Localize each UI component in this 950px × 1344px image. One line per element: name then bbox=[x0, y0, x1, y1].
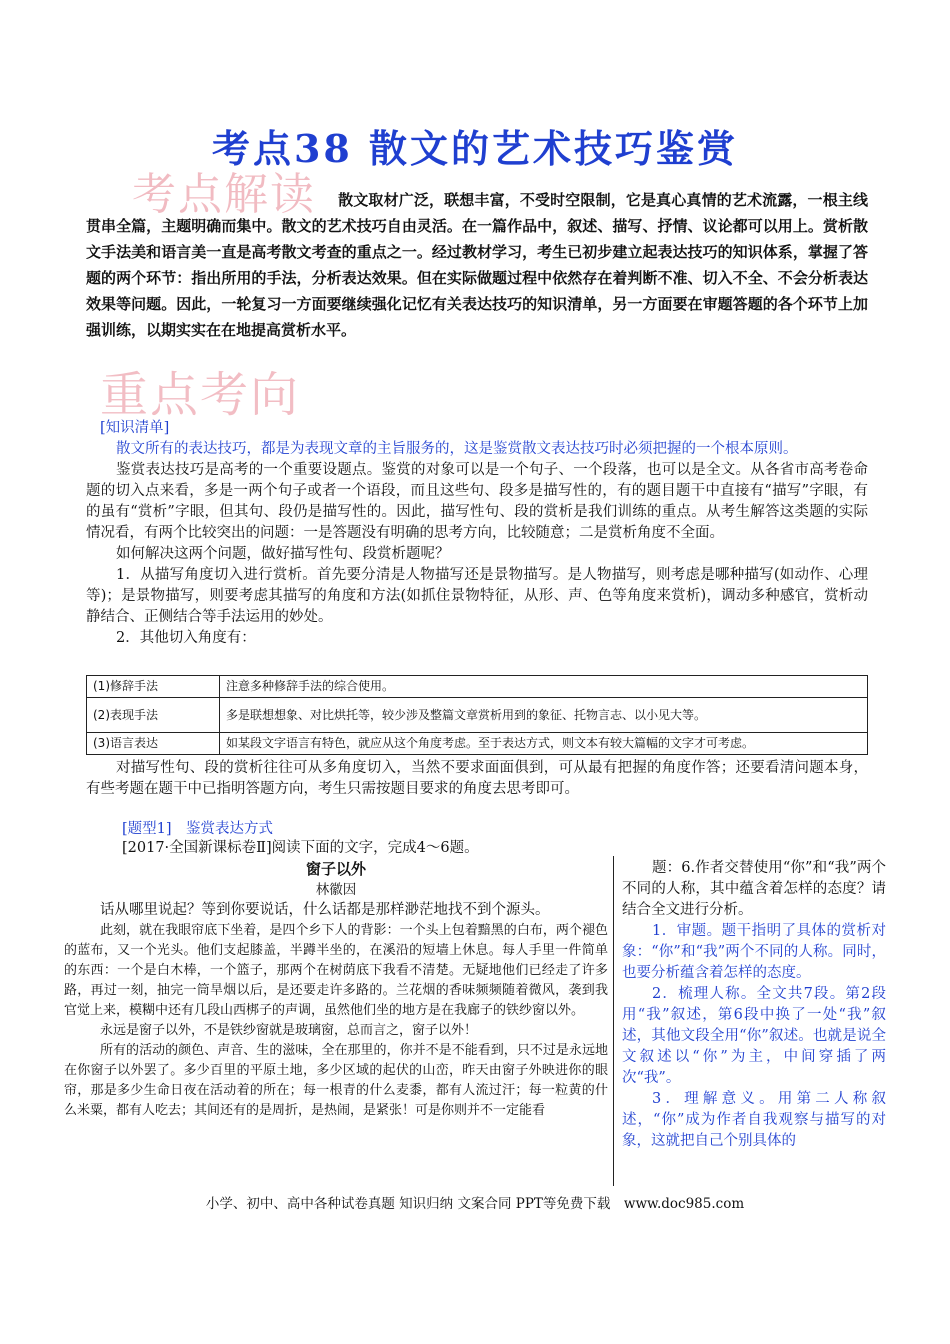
knowledge-paragraph-2: 鉴赏表达技巧是高考的一个重要设题点。鉴赏的对象可以是一个句子、一个段落，也可以是全文。从各省市高考卷命题的切入点来看，多是一两个句子或者一个语段，而且这些句、段多是描写性的，有的题目题干中直接有“描写”字眼，有的虽有“赏析”字眼，但其句、段仍是描写性的。因此，描写性句、段的赏析是我们训练的重点。从考生解答这类题的实际情况看，有两个比较突出的问题：一是答题没有明确的思考方向，比较随意；二是赏析角度不全面。 bbox=[86, 462, 868, 541]
knowledge-paragraph-4: 1．从描写角度切入进行赏析。首先要分清是人物描写还是景物描写。是人物描写，则考虑是哪种描写(如动作、心理等)；是景物描写，则要考虑其描写的角度和方法(如抓住景物特征，从形、声、色等角度来赏析)，调动多种感官，赏析动静结合、正侧结合等手法运用的妙处。 bbox=[86, 567, 868, 625]
knowledge-tag bbox=[86, 418, 868, 439]
intro-text: 散文取材广泛，联想丰富，不受时空限制，它是真心真情的艺术流露，一根主线贯串全篇，主题明确而集中。散文的艺术技巧自由灵活。在一篇作品中，叙述、描写、抒情、议论都可以用上。赏析散文手法美和语言美一直是高考散文考查的重点之一。经过教材学习，考生已初步建立起表达技巧的知识体系，掌握了答题的两个环节：指出所用的手法，分析表达效果。但在实际做题过程中依然存在着判断不准、切入不全、不会分析表达效果等问题。因此，一轮复习一方面要继续强化记忆有关表达技巧的知识清单，另一方面要在审题答题的各个环节上加强训练，以期实实在在地提高赏析水平。 bbox=[86, 191, 868, 339]
page-footer: 小学、初中、高中各种试卷真题 知识归纳 文案合同 PPT等免费下载 www.doc985.com bbox=[205, 1196, 745, 1212]
answer-column bbox=[622, 858, 886, 1152]
table-cell-key: (2)表现手法 bbox=[87, 698, 220, 733]
answer-step-1: 1．审题。题干指明了具体的赏析对象：“你”和“我”两个不同的人称。同时，也要分析蕴含着怎样的态度。 bbox=[622, 923, 886, 981]
answer-step-2: 2．梳理人称。全文共7段。第2段用“我”叙述，第6段中换了一处“我”叙述，其他文段全用“你”叙述。也就是说全文叙述以“你”为主，中间穿插了两次“我”。 bbox=[622, 986, 886, 1086]
technique-table bbox=[86, 675, 868, 755]
table-cell-key: (3)语言表达 bbox=[87, 733, 220, 755]
knowledge-paragraph-5: 2．其他切入角度有： bbox=[116, 630, 256, 646]
table-row bbox=[87, 676, 868, 698]
section-stamp-focus: 重点考向 bbox=[100, 367, 301, 423]
knowledge-paragraph-6: 对描写性句、段的赏析往往可从多角度切入，当然不要求面面俱到，可从最有把握的角度作答；还要看清问题本身，有些考题在题干中已指明答题方向，考生只需按题目要求的角度去思考即可。 bbox=[86, 760, 868, 797]
table-cell-value: 如某段文字语言有特色，就应从这个角度考虑。至于表达方式，则文本有较大篇幅的文字才可考虑。 bbox=[220, 733, 868, 755]
table-row bbox=[87, 733, 868, 755]
question-type-label: [题型1] 鉴赏表达方式 bbox=[122, 821, 274, 837]
article-paragraph: 永远是窗子以外，不是铁纱窗就是玻璃窗，总而言之，窗子以外！ bbox=[100, 1023, 478, 1038]
article-title: 窗子以外 bbox=[305, 860, 366, 878]
table-row bbox=[87, 698, 868, 733]
column-divider bbox=[613, 856, 614, 1186]
page-title: 考点38 散文的艺术技巧鉴赏 bbox=[211, 126, 739, 171]
intro-paragraph bbox=[86, 187, 868, 343]
article-paragraph: 话从哪里说起？等到你要说话，什么话都是那样渺茫地找不到个源头。 bbox=[100, 902, 550, 918]
question-source: [2017·全国新课标卷Ⅱ]阅读下面的文字，完成4～6题。 bbox=[122, 840, 479, 856]
knowledge-paragraph-3: 如何解决这两个问题，做好描写性句、段赏析题呢？ bbox=[116, 546, 450, 562]
knowledge-section bbox=[86, 418, 868, 649]
article-author: 林徽因 bbox=[315, 882, 357, 898]
article-paragraph: 此刻，就在我眼帘底下坐着，是四个乡下人的背影：一个头上包着黯黑的白布，两个褪色的蓝布，又一个光头。他们支起膝盖，半蹲半坐的，在溪沿的短墙上休息。每人手里一件简单的东西：一个是白木棒，一个篮子，那两个在树荫底下我看不清楚。无疑地他们已经走了许多路，再过一刻，抽完一筒旱烟以后，是还要走许多路的。兰花烟的香味频频随着微风，袭到我官觉上来，模糊中还有几段山西梆子的声调，虽然他们坐的地方是在我廊子的铁纱窗以外。 bbox=[64, 923, 608, 1018]
knowledge-tag-text: [知识清单] bbox=[100, 420, 170, 436]
knowledge-principle: 散文所有的表达技巧，都是为表现文章的主旨服务的，这是鉴赏散文表达技巧时必须把握的一个根本原则。 bbox=[116, 441, 798, 457]
answer-question: 题：6.作者交替使用“你”和“我”两个不同的人称，其中蕴含着怎样的态度？请结合全文进行分析。 bbox=[622, 860, 886, 918]
answer-step-3: 3．理解意义。用第二人称叙述，“你”成为作者自我观察与描写的对象，这就把自己个别具体的 bbox=[622, 1091, 886, 1149]
table-cell-key: (1)修辞手法 bbox=[87, 676, 220, 698]
article-column bbox=[64, 858, 608, 1121]
table-cell-value: 多是联想想象、对比烘托等，较少涉及整篇文章赏析用到的象征、托物言志、以小见大等。 bbox=[220, 698, 868, 733]
article-paragraph: 所有的活动的颜色、声音、生的滋味，全在那里的，你并不是不能看到，只不过是永远地在你窗子以外罢了。多少百里的平原土地，多少区域的起伏的山峦，昨天由窗子外映进你的眼帘，那是多少生命日夜在活动着的所在；每一根青的什么麦黍，都有人流过汗；每一粒黄的什么米粟，都有人吃去；其间还有的是周折，是热闹，是紧张！可是你则并不一定能看 bbox=[64, 1043, 608, 1118]
table-cell-value: 注意多种修辞手法的综合使用。 bbox=[220, 676, 868, 698]
section-stamp-explain: 考点解读 bbox=[132, 169, 316, 220]
knowledge-summary bbox=[86, 758, 868, 800]
